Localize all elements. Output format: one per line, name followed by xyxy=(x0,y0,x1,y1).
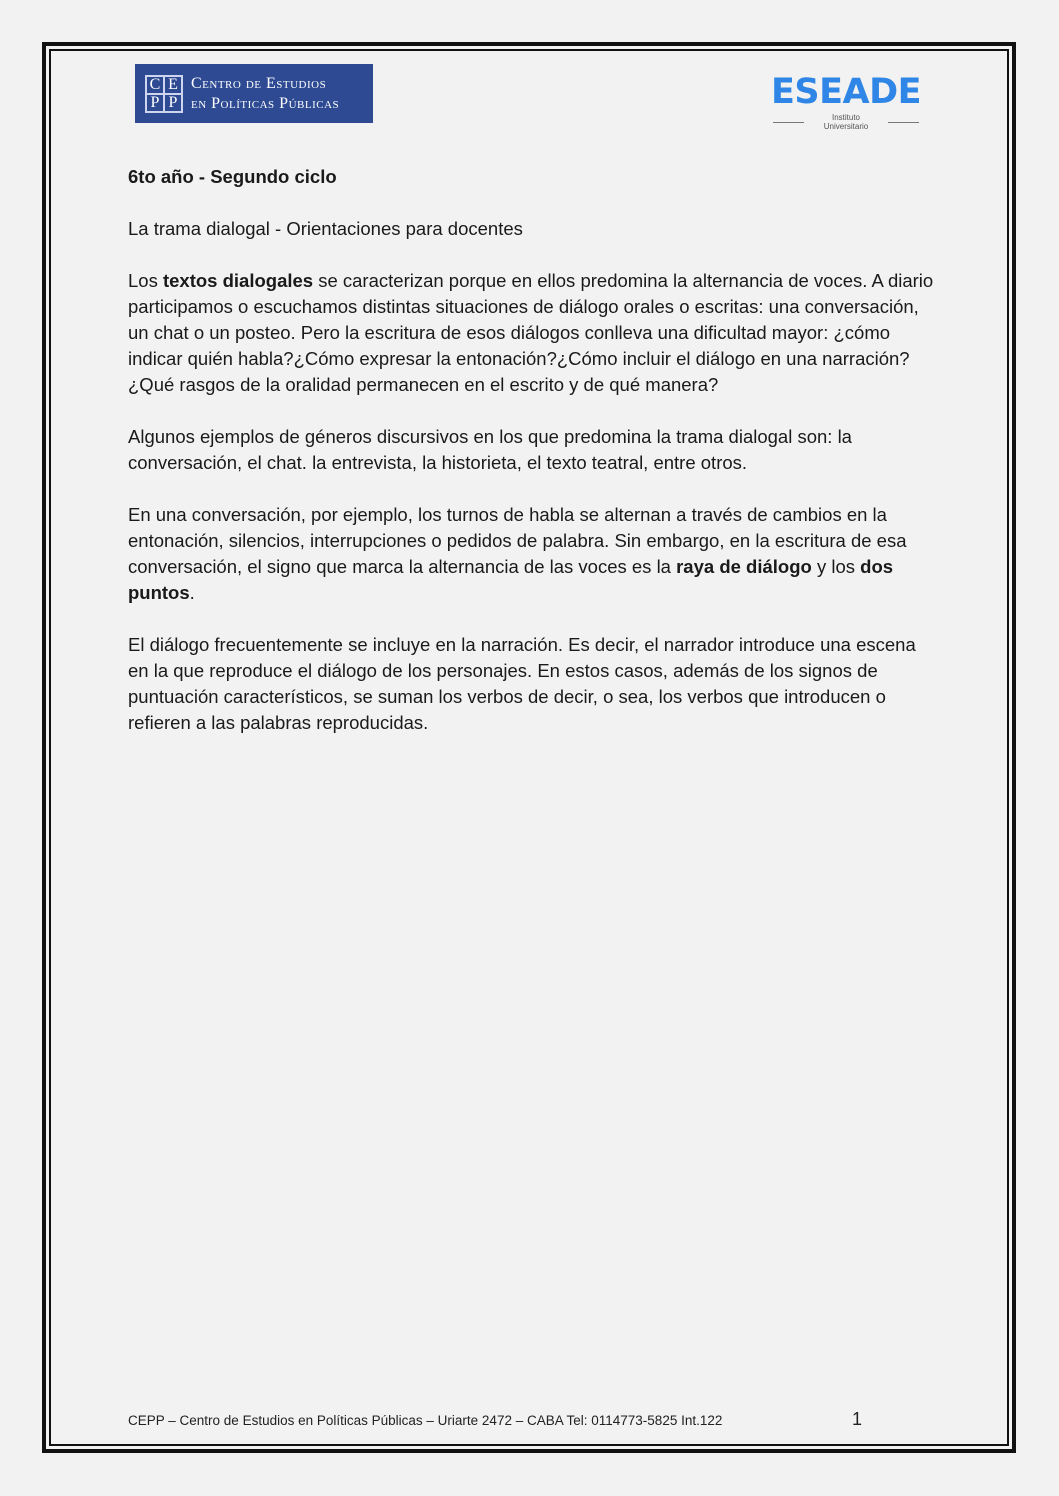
eseade-logo-word: ESEADE xyxy=(770,72,922,112)
divider-line xyxy=(888,122,919,123)
text-run: . xyxy=(189,582,195,603)
cepp-name-line2: en Políticas Públicas xyxy=(191,94,340,112)
paragraph-2: Algunos ejemplos de géneros discursivos en los que predomina la trama dialogal son: la conversación, el chat. la entrevista, la historieta, el texto teatral, entre otros. xyxy=(128,426,852,473)
paragraph-3 xyxy=(128,502,938,606)
cepp-monogram xyxy=(145,75,183,113)
cepp-letter: P xyxy=(164,94,182,112)
bold-term: raya de diálogo xyxy=(676,556,812,577)
eseade-logo-subtitle: Instituto Universitario xyxy=(823,113,869,131)
document-title: 6to año - Segundo ciclo xyxy=(128,166,337,187)
text-run: En una conversación, por ejemplo, los turnos de habla se alternan a través de cambios en la entonación, silencios, interrupciones o pedidos de palabra. Sin embargo, en la escritura de esa conversación, el signo que marca la alternancia de las voces es la xyxy=(128,504,907,577)
document-subtitle: La trama dialogal - Orientaciones para docentes xyxy=(128,218,523,239)
cepp-name-line1: Centro de Estudios xyxy=(191,74,327,92)
paragraph-4: El diálogo frecuentemente se incluye en la narración. Es decir, el narrador introduce una escena en la que reproduce el diálogo de los personajes. En estos casos, además de los signos de puntuación característicos, se suman los verbos de decir, o sea, los verbos que introducen o refieren a las palabras reproducidas. xyxy=(128,634,916,733)
cepp-letter: E xyxy=(164,76,182,94)
cepp-logo-name xyxy=(191,74,339,114)
page-number: 1 xyxy=(852,1409,863,1429)
cepp-letter: P xyxy=(146,94,164,112)
bold-term: dos puntos xyxy=(128,556,894,603)
cepp-logo xyxy=(135,64,373,123)
text-run: se caracterizan porque en ellos predomina la alternancia de voces. A diario participamos o escuchamos distintas situaciones de diálogo orales o escritas: una conversación, un chat o un posteo. Pero la escritura de esos diálogos conlleva una dificultad mayor: ¿cómo indicar quién habla?¿Cómo expresar la entonación?¿Cómo incluir el diálogo en una narración?¿Qué rasgos de la oralidad permanecen en el escrito y de qué manera? xyxy=(128,270,934,395)
text-run: Los xyxy=(128,270,163,291)
eseade-logo xyxy=(768,72,924,131)
eseade-logo-subtitle-row xyxy=(768,113,924,131)
divider-line xyxy=(773,122,804,123)
footer-text: CEPP – Centro de Estudios en Políticas Públicas – Uriarte 2472 – CABA Tel: 0114773-5825 Int.122 xyxy=(128,1413,723,1428)
bold-term: textos dialogales xyxy=(162,270,314,291)
text-run: y los xyxy=(811,556,861,577)
document-body xyxy=(128,164,938,762)
paragraph-1 xyxy=(128,268,938,398)
cepp-letter: C xyxy=(146,76,164,94)
